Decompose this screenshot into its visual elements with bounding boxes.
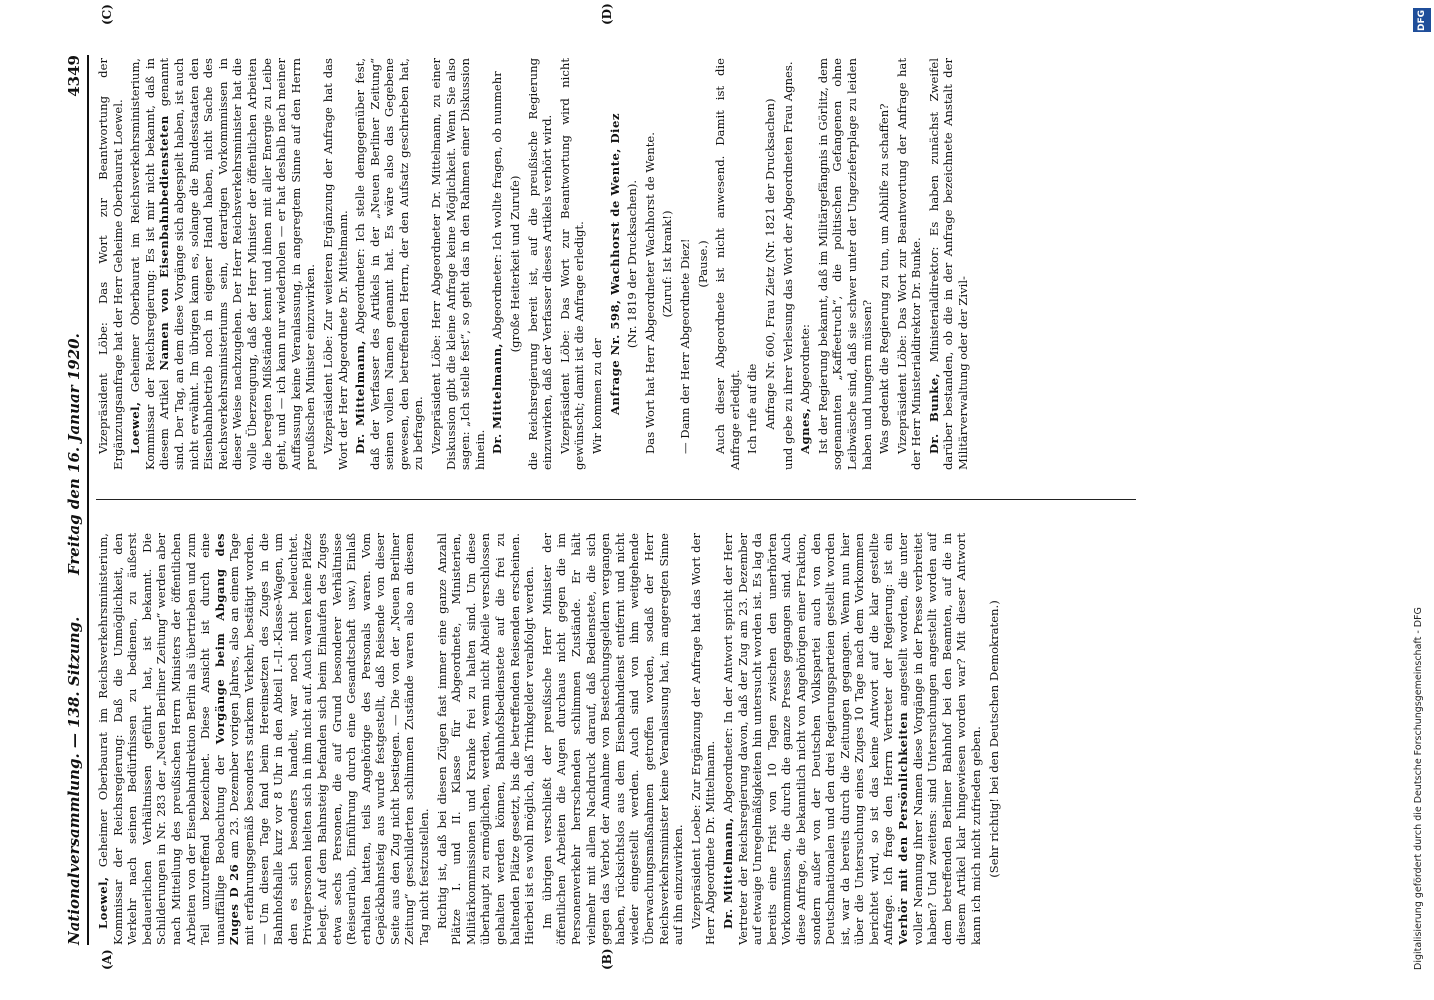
- interjection: (große Heiterkeit und Zurufe): [508, 175, 523, 353]
- paragraph-text: Geheimer Oberbaurat im Reichsverkehrsministerium, Kommissar der Reichsregierung: Daß die Unmöglichkeit, den Verkehr nach seinen Bedürfnissen zu bedienen, zu äußerst bedauerlichen Verhältnissen geführt hat, ist bekannt. Die Schilderungen in Nr. 283 der „Neuen Berliner Zeitung“ werden aber nach Mitteilung des preußischen Herrn Ministers der öffentlichen Arbeiten von der Eisenbahndirektion Berlin als übertrieben und zum Teil unzutreffend bezeichnet. Diese Ansicht ist durch eine unauffällige Beobachtung der: [96, 533, 227, 945]
- speaker-name: Loewel,: [96, 876, 110, 929]
- paragraph: — Dann der Herr Abgeordnete Diez!: [677, 238, 692, 454]
- paragraph: [353, 58, 426, 470]
- margin-marker-a: (A): [100, 949, 114, 970]
- paragraph: Wir kommen zu der: [590, 338, 604, 454]
- paragraph: Ist der Regierung bekannt, daß im Militärgefängnis in Görlitz, dem sogenannten „Kaffeetruch“, die politischen Gefangenen ohne Leibwäsche sind, daß sie schwer unter der Ungezieferplage zu leiden haben und hungern müssen?: [815, 58, 874, 470]
- inquiry-reference: (Nr. 1819 der Drucksachen).: [625, 179, 640, 349]
- interjection: (Sehr richtig! bei den Deutschen Demokraten.): [986, 600, 1001, 878]
- paragraph: Im übrigen verschließt der preußische Herr Minister der öffentlichen Arbeiten die Augen durchaus nicht gegen die im Personenverkehr herrschenden schlimmen Zustände. Er hält vielmehr mit allem Nachdruck darauf, daß Bedienstete, die sich gegen das Verbot der Annahme von Bestechungsgeldern vergangen haben, rücksichtslos aus dem Eisenbahndienst entfernt und nicht wieder eingestellt werden. Auch sind von ihm weitgehende Überwachungsmaßnahmen getroffen worden, sodaß der Herr Reichsverkehrsminister keine Veranlassung hat, im angeregten Sinne auf ihn einzuwirken.: [539, 533, 686, 945]
- paragraph: Vizepräsident Löbe: Das Wort zur Beantwortung wird nicht gewünscht; damit ist die Anfrage erledigt.: [557, 58, 587, 470]
- paragraph: [927, 58, 971, 470]
- dfg-logo: DFG: [1413, 8, 1431, 32]
- speaker-name: Loewel,: [128, 401, 143, 454]
- header-left: Nationalversammlung. — 138. Sitzung.: [65, 616, 83, 945]
- paragraph-text: Ministerialdirektor: Es haben zunächst Zweifel darüber bestanden, ob die in der Anfrage bezeichnete Anstalt der Militärverwaltung oder der Zivil-: [926, 58, 971, 470]
- speaker-name: Dr. Bunke,: [926, 372, 941, 454]
- speaker-name: Dr. Mittelmann,: [353, 340, 368, 454]
- speaker-name: Agnes,: [798, 407, 813, 454]
- paragraph-text: angestellt worden, die unter voller Nennung ihrer Namen diese Vorgänge in der Presse verbreitet haben? Und zweitens: sind Untersuchungen angestellt worden auf dem betreffenden Berliner Bahnhof bei den Beamten, auf die in diesem Artikel klar hingewiesen worden war? Mit dieser Antwort kann ich mich nicht zufrieden geben.: [896, 533, 984, 945]
- column-divider: [96, 499, 1136, 500]
- inquiry-heading: Anfrage Nr. 598, Wachhorst de Wente, Diez: [607, 113, 622, 415]
- paragraph: Das Wort hat Herr Abgeordneter Wachhorst de Wente.: [642, 132, 657, 454]
- paragraph-text: Abgeordneter: In der Antwort spricht der Herr Vertreter der Reichsregierung davon, daß der Zug am 23. Dezember auf etwaige Unregelmäßigkeiten hin untersucht worden ist. Es lag da bereits eine Frist von 10 Tagen zwischen den unerhörten Vorkommnissen, die durch die ganze Presse gegangen sind. Auch diese Anfrage, die bekanntlich nicht von Angehörigen einer Fraktion, sondern außer von der Deutschen Volkspartei auch von den Deutschnationalen und den drei Regierungsparteien gestellt worden ist, war da bereits durch die Zeitungen gegangen. Wenn nun hier über die Untersuchung eines Zuges 10 Tage nach dem Vorkommen berichtet wird, so ist das keine Antwort auf die klar gestellte Anfrage. Ich frage den Herrn Vertreter der Regierung: ist ein: [720, 532, 896, 945]
- page-number: 4349: [65, 55, 83, 97]
- paragraph: Richtig ist, daß bei diesen Zügen fast immer eine ganze Anzahl Plätze I. und II. Klasse für Abgeordnete, Ministerien, Militärkommissionen und Kranke frei zu halten sind. Um diese überhaupt zu ermöglichen, werden, wenn nicht Abteile verschlossen gehalten werden können, Bahnhofsbedienstete auf die frei zu haltenden Plätze gesetzt, bis die betreffenden Reisenden erscheinen. Hierbei ist es wohl möglich, daß Trinkgelder verabfolgt werden.: [434, 533, 537, 945]
- right-column: [96, 58, 974, 470]
- paragraph-text: Abgeordnete:: [798, 324, 813, 404]
- paragraph: Vizepräsident Löbe: Das Wort zur Beantwortung der Ergänzungsanfrage hat der Herr Geheime Oberbaurat Loewel.: [96, 58, 125, 470]
- margin-marker-d: (D): [600, 3, 614, 25]
- paragraph-text: Abgeordneter: Ich wollte fragen, ob nunmehr: [490, 71, 505, 340]
- paragraph: [490, 58, 505, 470]
- paragraph: [128, 58, 318, 470]
- paragraph: Vizepräsident Löbe: Das Wort zur Beantwortung der Anfrage hat der Herr Ministerialdirektor Dr. Bunke.: [894, 58, 924, 470]
- speaker-name: Dr. Mittelmann,: [490, 342, 505, 454]
- paragraph: Ich rufe auf die: [745, 363, 760, 454]
- paragraph: die Reichsregierung bereit ist, auf die preußische Regierung einzuwirken, daß der Verfasser dieses Artikels verhört wird.: [525, 58, 555, 470]
- left-column: [96, 533, 1004, 945]
- page-header: [55, 55, 89, 945]
- paragraph-text: Geheimer Oberbaurat im Reichsverkehrsministerium, Kommissar der Reichsregierung: Es ist mir nicht bekannt, daß in diesem Artikel: [128, 58, 172, 470]
- paragraph: und gebe zu ihrer Verlesung das Wort der Abgeordneten Frau Agnes.: [780, 61, 795, 470]
- header-date: Freitag den 16. Januar 1920.: [65, 333, 83, 575]
- interjection: (Pause.): [695, 240, 710, 288]
- speaker-name: Dr. Mittelmann,: [720, 817, 735, 929]
- margin-marker-c: (C): [100, 4, 114, 25]
- bold-phrase: Namen von Eisenbahnbediensteten: [157, 115, 172, 371]
- paragraph: Was gedenkt die Regierung zu tun, um Abhilfe zu schaffen?: [877, 103, 892, 454]
- paragraph: Vizepräsident Löbe: Zur weiteren Ergänzung der Anfrage hat das Wort der Herr Abgeordnete Dr. Mittelmann.: [320, 58, 350, 470]
- bold-phrase: Vorgänge beim Abgang des Zuges D 26: [212, 532, 242, 945]
- bold-phrase: Verhör mit den Persönlichkeiten: [896, 711, 911, 945]
- paragraph-text: am 23. Dezember vorigen Jahres, also an einem Tage mit erfahrungsgemäß besonders starkem Verkehr, bestätigt worden. — Um diesen Tage fand beim Hereinsetzen des Zuges in die Bahnhofshalle kurz vor 8 Uhr in den Abteil I.–II.-Klasse-Wagen, um den es sich besonders handelt, war noch nicht beleuchtet. Privatpersonen hielten sich in ihm nicht auf. Auch waren keine Plätze belegt. Auf dem Bahnsteig befanden sich beim Einlaufen des Zuges etwa sechs Personen, die auf Grund besonderer Verhältnisse (Reiseurlaub, Einführung durch eine Gesandtschaft usw.) Einlaß erhalten hatten, teils Angehörige des Personals waren. Vom Gepäckbahnsteig aus wurde festgestellt, daß Reisende von dieser Seite aus den Zug nicht bestiegen. — Die von der „Neuen Berliner Zeitung“ geschilderten schlimmen Zustände waren also an diesem Tag nicht festzustellen.: [227, 532, 432, 945]
- interjection: (Zuruf: Ist krank!): [660, 210, 675, 318]
- digitization-note: Digitalisierung gefördert durch die Deutsche Forschungsgemeinschaft - DFG: [1413, 607, 1424, 970]
- paragraph: [721, 533, 984, 945]
- paragraph: Vizepräsident Löbe: Herr Abgeordneter Dr. Mittelmann, zu einer Diskussion gibt die kleine Anfrage keine Möglichkeit. Wenn Sie also sagen: „Ich stelle fest“, so geht das in den Rahmen einer Diskussion hinein.: [429, 58, 487, 470]
- inquiry-heading: Anfrage Nr. 600, Frau Zietz (Nr. 1821 der Drucksachen): [762, 98, 777, 430]
- paragraph: [798, 58, 813, 470]
- paragraph: Vizepräsident Loebe: Zur Ergänzung der Anfrage hat das Wort der Herr Abgeordnete Dr. Mittelmann.: [688, 533, 718, 945]
- paragraph: [96, 533, 432, 945]
- margin-marker-b: (B): [600, 948, 614, 970]
- paragraph-text: Abgeordneter: Ich stelle demgegenüber fest, daß der Verfasser des Artikels in der „Neuen Berliner Zeitung“ seinen vollen Namen genannt hat. Es wäre also das Gegebene gewesen, den betreffenden Herrn, der den Aufsatz geschrieben hat, zu befragen.: [353, 57, 426, 470]
- paragraph-text: genannt sind. Der Tag, an dem diese Vorgänge sich abgespielt haben, ist auch nicht erwähnt. Im übrigen kann es, solange die Bundesstaaten den Eisenbahnbetrieb noch in eigener Hand haben, nicht Sache des Reichsverkehrsministeriums sein, derartigen Vorkommnissen in dieser Weise nachzugehen. Der Herr Reichsverkehrsminister hat die volle Überzeugung, daß der Herr Minister der öffentlichen Arbeiten die beregten Mißstände kennt und ihnen mit aller Energie zu Leibe geht, und — ich kann nur wiederholen — er hat deshalb nach meiner Auffassung keine Veranlassung, in angeregtem Sinne auf den Herrn preußischen Minister einzuwirken.: [157, 57, 318, 470]
- paragraph: Auch dieser Abgeordnete ist nicht anwesend. Damit ist die Anfrage erledigt.: [713, 58, 742, 470]
